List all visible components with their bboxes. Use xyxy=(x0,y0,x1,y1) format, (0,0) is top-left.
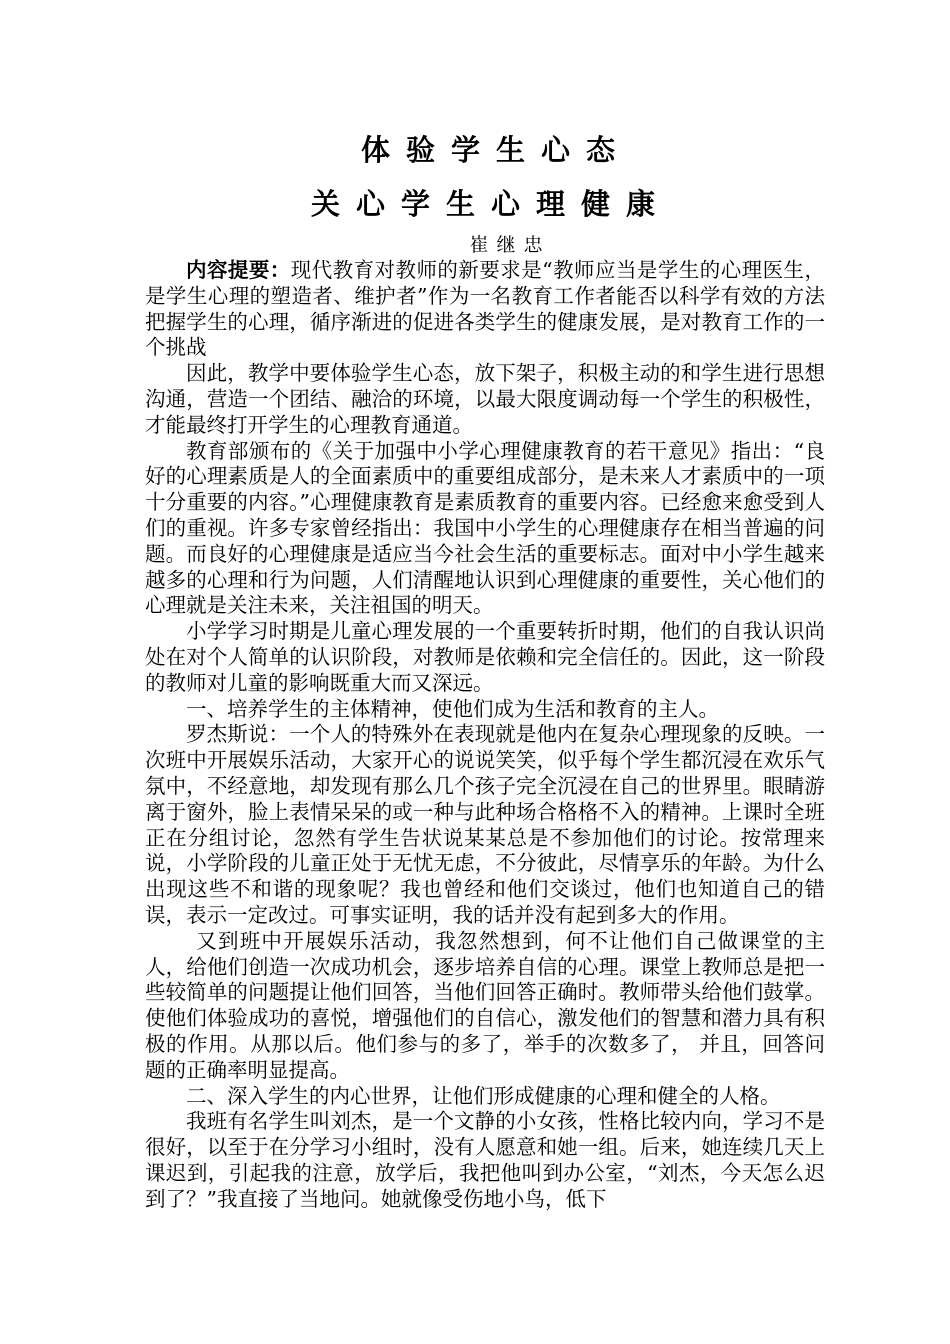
paragraph: 罗杰斯说：一个人的特殊外在表现就是他内在复杂心理现象的反映。一次班中开展娱乐活动，大家开心的说说笑笑，似乎每个学生都沉浸在欢乐气氛中，不经意地，却发现有那么几个孩子完全沉浸在自己的世界里。眼睛游离于窗外，脸上表情呆呆的或一种与此种场合格格不入的精神。上课时全班正在分组讨论，忽然有学生告状说某某总是不参加他们的讨论。按常理来说，小学阶段的儿童正处于无忧无虑，不分彼此，尽情享乐的年龄。为什么出现这些不和谐的现象呢？我也曾经和他们交谈过，他们也知道自己的错误，表示一定改过。可事实证明，我的话并没有起到多大的作用。 xyxy=(145,722,825,927)
document-page xyxy=(145,128,825,1212)
paragraph: 因此，教学中要体验学生心态，放下架子，积极主动的和学生进行思想沟通，营造一个团结、融洽的环境，以最大限度调动每一个学生的积极性，才能最终打开学生的心理教育通道。 xyxy=(145,361,825,437)
section-heading: 一、培养学生的主体精神，使他们成为生活和教育的主人。 xyxy=(186,696,719,721)
abstract-paragraph xyxy=(145,258,825,361)
abstract-text: 现代教育对教师的新要求是“教师应当是学生的心理医生，是学生心理的塑造者、维护者”作为一名教育工作者能否以科学有效的方法把握学生的心理，循序渐进的促进各类学生的健康发展，是对教育工作的一个挑战 xyxy=(145,258,826,360)
document-subtitle: 关心学生心理健康 xyxy=(310,187,671,221)
paragraph: 又到班中开展娱乐活动，我忽然想到，何不让他们自己做课堂的主人，给他们创造一次成功机会，逐步培养自信的心理。课堂上教师总是把一些较简单的问题提让他们回答，当他们回答正确时。教师带头给他们鼓掌。使他们体验成功的喜悦，增强他们的自信心，激发他们的智慧和潜力具有积极的作用。从那以后。他们参与的多了，举手的次数多了， 并且，回答问题的正确率明显提高。 xyxy=(145,928,825,1082)
section-heading: 二、深入学生的内心世界，让他们形成健康的心理和健全的人格。 xyxy=(186,1083,781,1108)
paragraph: 教育部颁布的《关于加强中小学心理健康教育的若干意见》指出：“良好的心理素质是人的全面素质中的重要组成部分，是未来人才素质中的一项十分重要的内容。”心理健康教育是素质教育的重要内容。已经愈来愈受到人们的重视。许多专家曾经指出：我国中小学生的心理健康存在相当普遍的问题。而良好的心理健康是适应当今社会生活的重要标志。面对中小学生越来越多的心理和行为问题，人们清醒地认识到心理健康的重要性，关心他们的心理就是关注未来，关注祖国的明天。 xyxy=(145,438,825,618)
document-title: 体验学生心态 xyxy=(360,133,631,167)
abstract-label: 内容提要： xyxy=(186,258,291,282)
paragraph: 我班有名学生叫刘杰，是一个文静的小女孩，性格比较内向，学习不是很好，以至于在分学习小组时，没有人愿意和她一组。后来，她连续几天上课迟到，引起我的注意，放学后，我把他叫到办公室，“刘杰，今天怎么迟到了？”我直接了当地问。她就像受伤地小鸟，低下 xyxy=(145,1109,825,1211)
paragraph: 小学学习时期是儿童心理发展的一个重要转折时期，他们的自我认识尚处在对个人简单的认识阶段，对教师是依赖和完全信任的。因此，这一阶段的教师对儿童的影响既重大而又深远。 xyxy=(145,619,825,695)
author-name: 崔继忠 xyxy=(469,234,551,256)
